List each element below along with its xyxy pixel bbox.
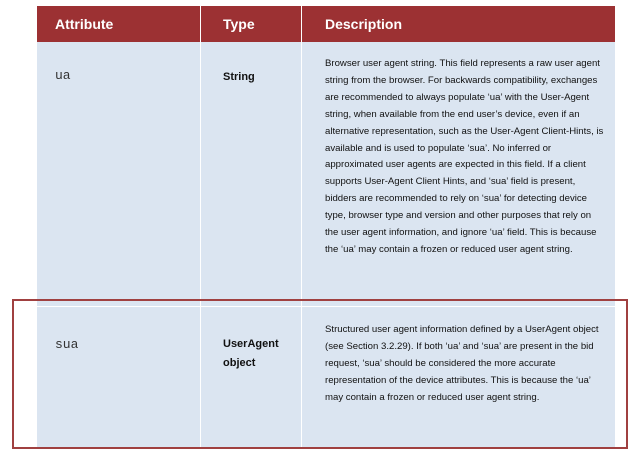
- highlight-box: [12, 299, 628, 449]
- attribute-name: sua: [37, 307, 201, 447]
- attribute-description: Structured user agent information defined by a UserAgent object (see Section 3.2.29). If both ‘ua’ and ‘sua’ are present in the bid request, ‘sua’ should be considered the more accurate representation of the device attributes. This is because the ‘ua’ may contain a frozen or reduced user agent string.: [325, 324, 599, 403]
- header-attribute: Attribute: [37, 6, 201, 42]
- attribute-type: UserAgent object: [201, 307, 302, 447]
- header-type: Type: [201, 6, 302, 42]
- attribute-description: Browser user agent string. This field represents a raw user agent string from the browser. For backwards compatibility, exchanges are recommended to always populate ‘ua’ with the User-Agent string, when available from the end user’s device, even if an alternative representation, such as the User-Agent Client-Hints, is available and is used to populate ‘sua’. No inferred or approximated user agents are expected in this field. If a client supports User-Agent Client Hints, and ‘sua’ field is present, bidders are recommended to rely on ‘sua’ for detecting device type, browser type and version and other purposes that rely on the user agent information, and ignore ‘ua’ field. This is because the ‘ua’ may contain a frozen or reduced user agent string.: [325, 58, 604, 255]
- header-description: Description: [325, 16, 403, 32]
- attribute-name: ua: [37, 42, 201, 306]
- attribute-type: String: [201, 42, 302, 306]
- table-row: [37, 42, 615, 306]
- table-header: [37, 6, 615, 42]
